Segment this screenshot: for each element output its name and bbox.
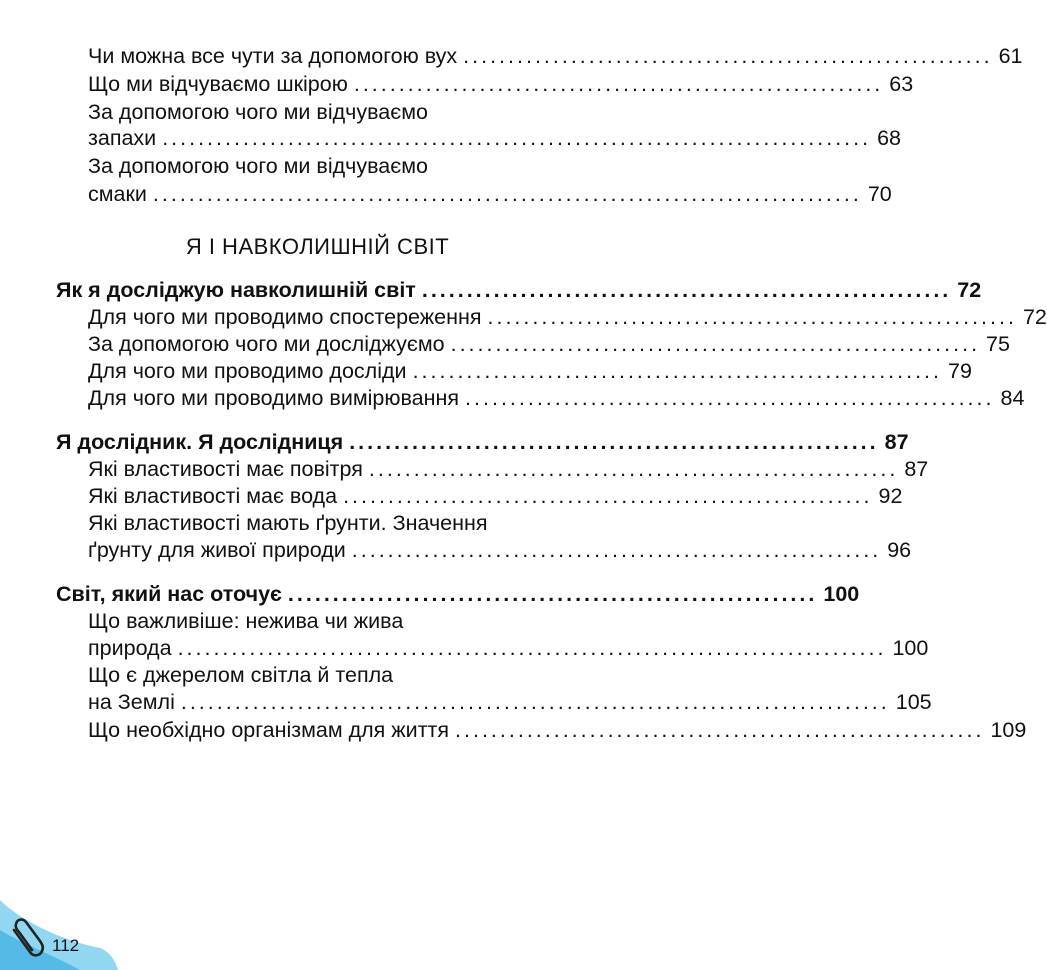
toc-entry-page: 84	[1000, 386, 1025, 410]
toc-entry-title: ґрунту для живої природи	[88, 538, 346, 562]
dot-leader: ...........................................................	[455, 718, 985, 742]
toc-entry[interactable]	[88, 42, 1023, 70]
dot-leader: ...............................................................................	[162, 126, 872, 150]
toc-entry-page: 87	[904, 457, 929, 481]
toc-entry-page: 96	[887, 538, 912, 562]
dot-leader: ...........................................................	[349, 430, 879, 454]
toc-chapter[interactable]	[56, 276, 982, 304]
toc-chapter[interactable]	[56, 428, 909, 456]
toc-entry-title: Які властивості має повітря	[88, 457, 363, 481]
toc-entry[interactable]	[88, 357, 972, 385]
toc-entry[interactable]	[88, 124, 902, 152]
toc-entry-title: За допомогою чого ми досліджуємо	[88, 332, 445, 356]
toc-entry-title-line1: Які властивості мають ґрунти. Значення	[88, 511, 488, 535]
toc-entry-title: природа	[88, 636, 172, 660]
toc-entry-page: 75	[986, 332, 1010, 356]
dot-leader: ...........................................................	[421, 278, 952, 302]
toc-chapter-title: Світ, який нас оточує	[56, 582, 282, 606]
toc-entry[interactable]	[88, 330, 1010, 358]
dot-leader: ...........................................................	[450, 332, 981, 356]
toc-chapter-page: 72	[957, 278, 982, 302]
toc-entry-page: 92	[878, 484, 903, 508]
toc-entry-title: Для чого ми проводимо спостереження	[88, 305, 482, 329]
toc-entry-page: 63	[889, 72, 914, 96]
toc-entry[interactable]	[88, 303, 1047, 331]
toc-chapter-title: Я дослідник. Я дослідниця	[56, 430, 344, 454]
toc-entry[interactable]	[88, 688, 932, 716]
toc-entry-title-line1: За допомогою чого ми відчуваємо	[88, 100, 428, 124]
toc-entry[interactable]	[88, 455, 929, 483]
dot-leader: ...............................................................................	[180, 690, 890, 714]
toc-entry-title: Для чого ми проводимо досліди	[88, 359, 407, 383]
toc-chapter-page: 100	[823, 582, 860, 606]
toc-entry-page: 79	[948, 359, 972, 383]
toc-entry-title-line1: Що важливіше: нежива чи жива	[88, 609, 404, 633]
toc-entry[interactable]	[88, 180, 892, 208]
dot-leader: ...........................................................	[465, 386, 995, 410]
section-heading: Я І НАВКОЛИШНІЙ СВІТ	[185, 234, 450, 259]
toc-entry-title: Чи можна все чути за допомогою вух	[88, 44, 458, 68]
toc-entry-page: 61	[998, 44, 1023, 68]
toc-entry-title: Що ми відчуваємо шкірою	[88, 72, 348, 96]
dot-leader: ...........................................................	[412, 359, 943, 383]
dot-leader: ...........................................................	[353, 72, 884, 96]
toc-entry-title-line1: За допомогою чого ми відчуваємо	[88, 154, 428, 178]
toc-entry-page: 109	[990, 718, 1027, 742]
toc-entry[interactable]	[88, 536, 912, 564]
toc-entry-title: запахи	[88, 126, 157, 150]
toc-entry-page: 105	[895, 690, 932, 714]
dot-leader: ...........................................................	[368, 457, 899, 481]
toc-entry-page: 70	[867, 182, 892, 206]
toc-chapter-title: Як я досліджую навколишній світ	[56, 278, 416, 302]
toc-entry-title-line1: Що є джерелом світла й тепла	[88, 663, 394, 687]
toc-entry-title: на Землі	[88, 690, 175, 714]
toc-entry-page: 72	[1022, 305, 1047, 329]
toc-chapter-page: 87	[884, 430, 909, 454]
toc-entry[interactable]	[88, 634, 929, 662]
toc-entry-title: смаки	[88, 182, 147, 206]
toc-entry[interactable]	[88, 70, 914, 98]
dot-leader: ...........................................................	[463, 44, 993, 68]
toc-entry-page: 68	[877, 126, 902, 150]
toc-entry[interactable]	[88, 384, 1025, 412]
dot-leader: ...............................................................................	[152, 182, 862, 206]
toc-entry-title: Для чого ми проводимо вимірювання	[88, 386, 460, 410]
dot-leader: ...........................................................	[343, 484, 873, 508]
dot-leader: ...........................................................	[351, 538, 882, 562]
dot-leader: ...........................................................	[487, 305, 1017, 329]
toc-entry-title: Які властивості має вода	[88, 484, 338, 508]
dot-leader: ...........................................................	[287, 582, 818, 606]
toc-entry[interactable]	[88, 716, 1027, 744]
toc-entry-page: 100	[892, 636, 929, 660]
toc-chapter[interactable]	[56, 580, 860, 608]
page-number: 112	[52, 936, 80, 955]
dot-leader: ...............................................................................	[177, 636, 887, 660]
toc-entry[interactable]	[88, 482, 903, 510]
toc-entry-title: Що необхідно організмам для життя	[88, 718, 450, 742]
